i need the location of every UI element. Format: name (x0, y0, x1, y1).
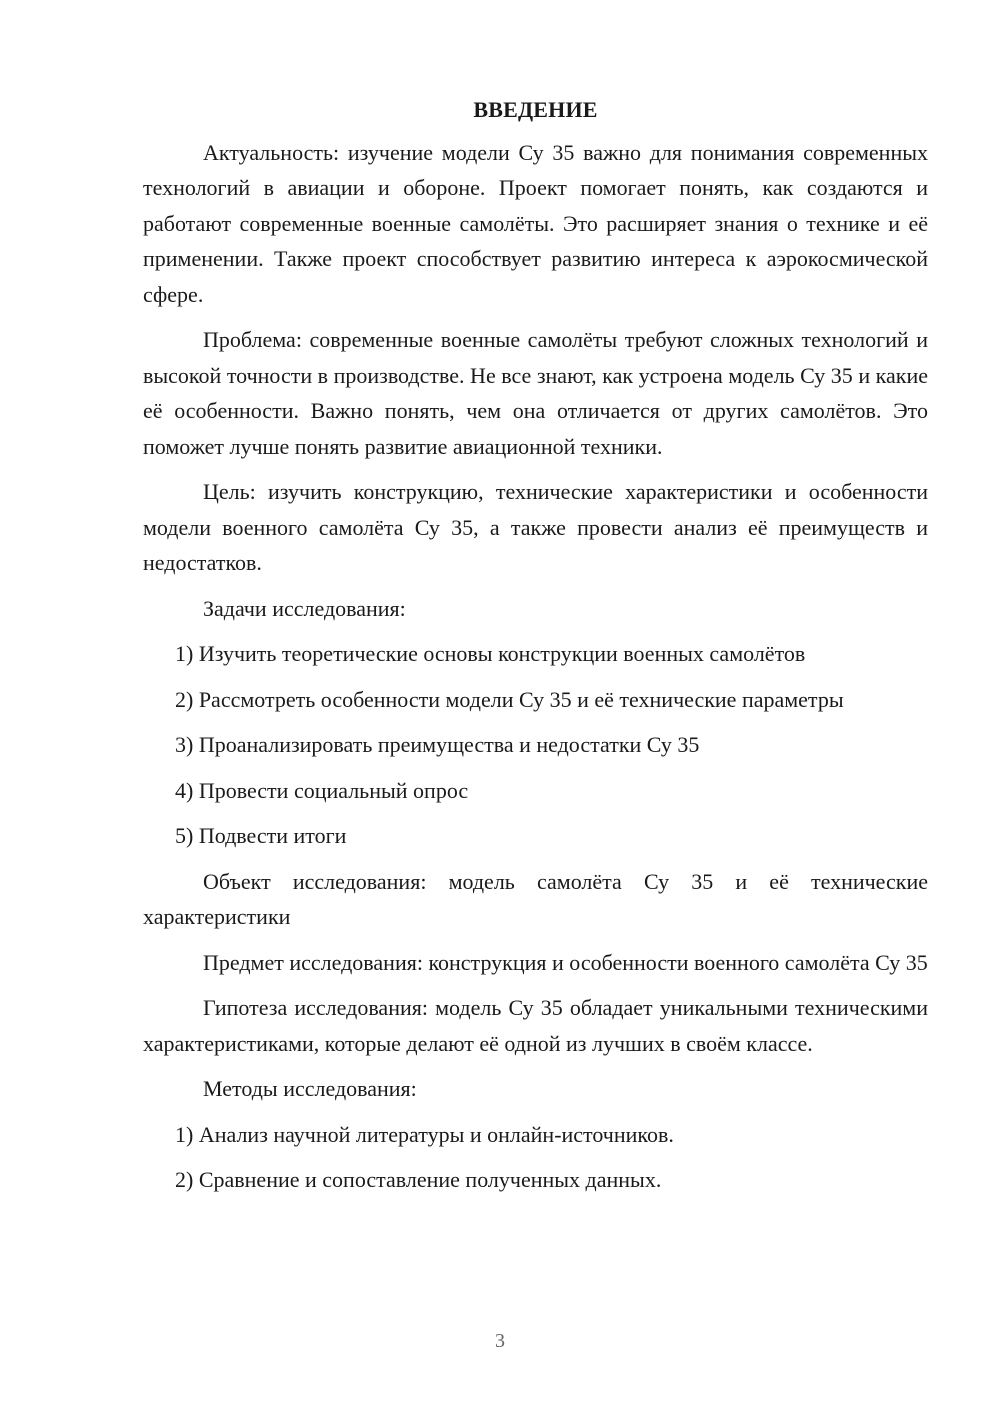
section-title: ВВЕДЕНИЕ (473, 97, 598, 122)
methods-list (143, 1117, 928, 1198)
relevance-paragraph: Актуальность: изучение модели Су 35 важно для понимания современных технологий в авиации и обороне. Проект помогает понять, как создаются и работают современные военные самолёты. Это расширяет знания о технике и её применении. Также проект способствует развитию интереса к аэрокосмической сфере. (143, 139, 928, 307)
tasks-heading: Задачи исследования: (203, 595, 406, 621)
list-item: 4) Провести социальный опрос (175, 777, 469, 803)
list-item: 2) Сравнение и сопоставление полученных данных. (175, 1167, 662, 1192)
document-page (143, 92, 928, 1208)
problem-paragraph: Проблема: современные военные самолёты требуют сложных технологий и высокой точности в производстве. Не все знают, как устроена модель Су 35 и какие её особенности. Важно понять, чем она отличается от других самолётов. Это поможет лучше понять развитие авиационной техники. (143, 327, 928, 459)
hypothesis-paragraph: Гипотеза исследования: модель Су 35 обладает уникальными техническими характеристиками, которые делают её одной из лучших в своём классе. (143, 995, 928, 1056)
list-item: 1) Изучить теоретические основы конструкции военных самолётов (175, 641, 806, 666)
list-item: 5) Подвести итоги (175, 823, 347, 848)
page-number: 3 (495, 1330, 505, 1352)
list-item: 1) Анализ научной литературы и онлайн-источников. (175, 1121, 674, 1147)
goal-paragraph: Цель: изучить конструкцию, технические характеристики и особенности модели военного самолёта Су 35, а также провести анализ её преимуществ и недостатков. (143, 479, 928, 575)
methods-heading: Методы исследования: (203, 1076, 417, 1101)
tasks-list (143, 636, 928, 854)
list-item: 2) Рассмотреть особенности модели Су 35 и её технические параметры (175, 686, 844, 712)
subject-paragraph: Предмет исследования: конструкция и особенности военного самолёта Су 35 (203, 949, 928, 975)
object-paragraph: Объект исследования: модель самолёта Су 35 и её технические характеристики (143, 868, 928, 929)
list-item: 3) Проанализировать преимущества и недостатки Су 35 (175, 732, 700, 757)
